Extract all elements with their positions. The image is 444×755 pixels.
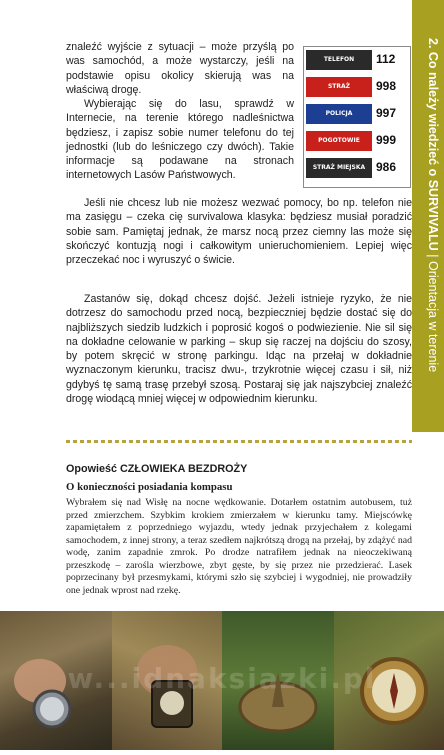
alarm-label: TELEFON (306, 50, 372, 70)
police-car-icon: POLICJA (306, 104, 372, 124)
paragraph-4: Zastanów się, dokąd chcesz dojść. Jeżeli istnieje ryzyko, że nie dotrzesz do samochodu przed nocą, bezpieczniej będzie dostać się do najbliższych siedzib ludzkich i poprosić kogoś o podwiezienie. Nie sil się na dokładne celowanie w parking – skup się raczej na dojściu do szosy, by potem skręcić w stronę parkingu. Idąc na przełaj w dokładnie wyznaczonym kierunku, tracisz dwu-, trzykrotnie więcej czasu i sił, niż gdybyś tę samą trasę przebył szosą. Postaraj się jak najszybciej znaleźć drogę wiodącą mniej więcej w odpowiednim kierunku. (66, 293, 412, 406)
paragraph-1: znaleźć wyjście z sytuacji – może przyślą po was samochód, a może wystarczy, jeśli na podstawie opisu okolicy skierują was na właściwą drogę. (66, 41, 294, 96)
chapter-title: 2. Co należy wiedzieć o SURVIVALU (426, 38, 440, 251)
phone-row-fire (306, 74, 408, 101)
story-text: Wybrałem się nad Wisłę na nocne wędkowanie. Dotarłem ostatnim autobusem, tuż przed zmierzchem. Szybkim krokiem zmierzałem w kierunku tamy. Miejscówkę zapamiętałem z poprzedniego wyjazdu, wtedy jednak przyjechałem z kolegami samochodem, z innej strony, a teraz szedłem najkrótszą drogą na przełaj, by zdążyć nad wodę, zanim zapadnie zmrok. Po drodze natrafiłem jednak na nieoczekiwaną przeszkodę – zarośla wierzbowe, zbyt gęste, by się przez nie przedzierać. Lasek poprzecinany był przesmykami, którymi szło się szybciej i wygodniej, nie prowadziły one jednak wprost nad rzekę. (66, 497, 412, 596)
section-divider (66, 440, 412, 443)
watermark: w...idnaksiazki.pl (67, 662, 377, 695)
section-title: Orientacja w terenie (426, 261, 440, 373)
city-guard-car-icon: STRAŻ MIEJSKA (306, 158, 372, 178)
phone-row-city-guard (306, 155, 408, 182)
chapter-divider: | (426, 250, 440, 261)
story-title: Opowieść CZŁOWIEKA BEZDROŻY (66, 463, 248, 475)
chapter-heading (422, 38, 444, 438)
ambulance-number: 999 (376, 133, 397, 147)
police-number: 997 (376, 106, 397, 120)
ambulance-icon: POGOTOWIE (306, 131, 372, 151)
paragraph-2: Wybierając się do lasu, sprawdź w Internecie, na terenie którego nadleśnictwa będziesz, i zapisz sobie numer telefonu do tej jednostki (lub do leśniczego czy dwóch). Takie informacje są podawane na stronach internetowych Lasów Państwowych. (66, 98, 294, 182)
phone-row-alarm (306, 47, 408, 74)
fire-truck-icon: STRAŻ (306, 77, 372, 97)
city-guard-number: 986 (376, 160, 397, 174)
emergency-numbers-box (303, 46, 411, 188)
paragraph-3: Jeśli nie chcesz lub nie możesz wezwać pomocy, bo np. telefon nie ma zasięgu – czeka cię survivalowa klasyka: będziesz musiał poradzić sobie sam. Pamiętaj jednak, że marsz nocą przez ciemny las może się skończyć kontuzją nogi i całkowitym unieruchomieniem. Lepiej więc przeczekać noc i wyruszyć o świcie. (66, 197, 412, 267)
fire-number: 998 (376, 79, 397, 93)
phone-row-ambulance (306, 128, 408, 155)
alarm-number: 112 (376, 52, 396, 66)
photo-strip (0, 611, 444, 750)
story-subtitle: O konieczności posiadania kompasu (66, 481, 233, 493)
phone-row-police (306, 101, 408, 128)
